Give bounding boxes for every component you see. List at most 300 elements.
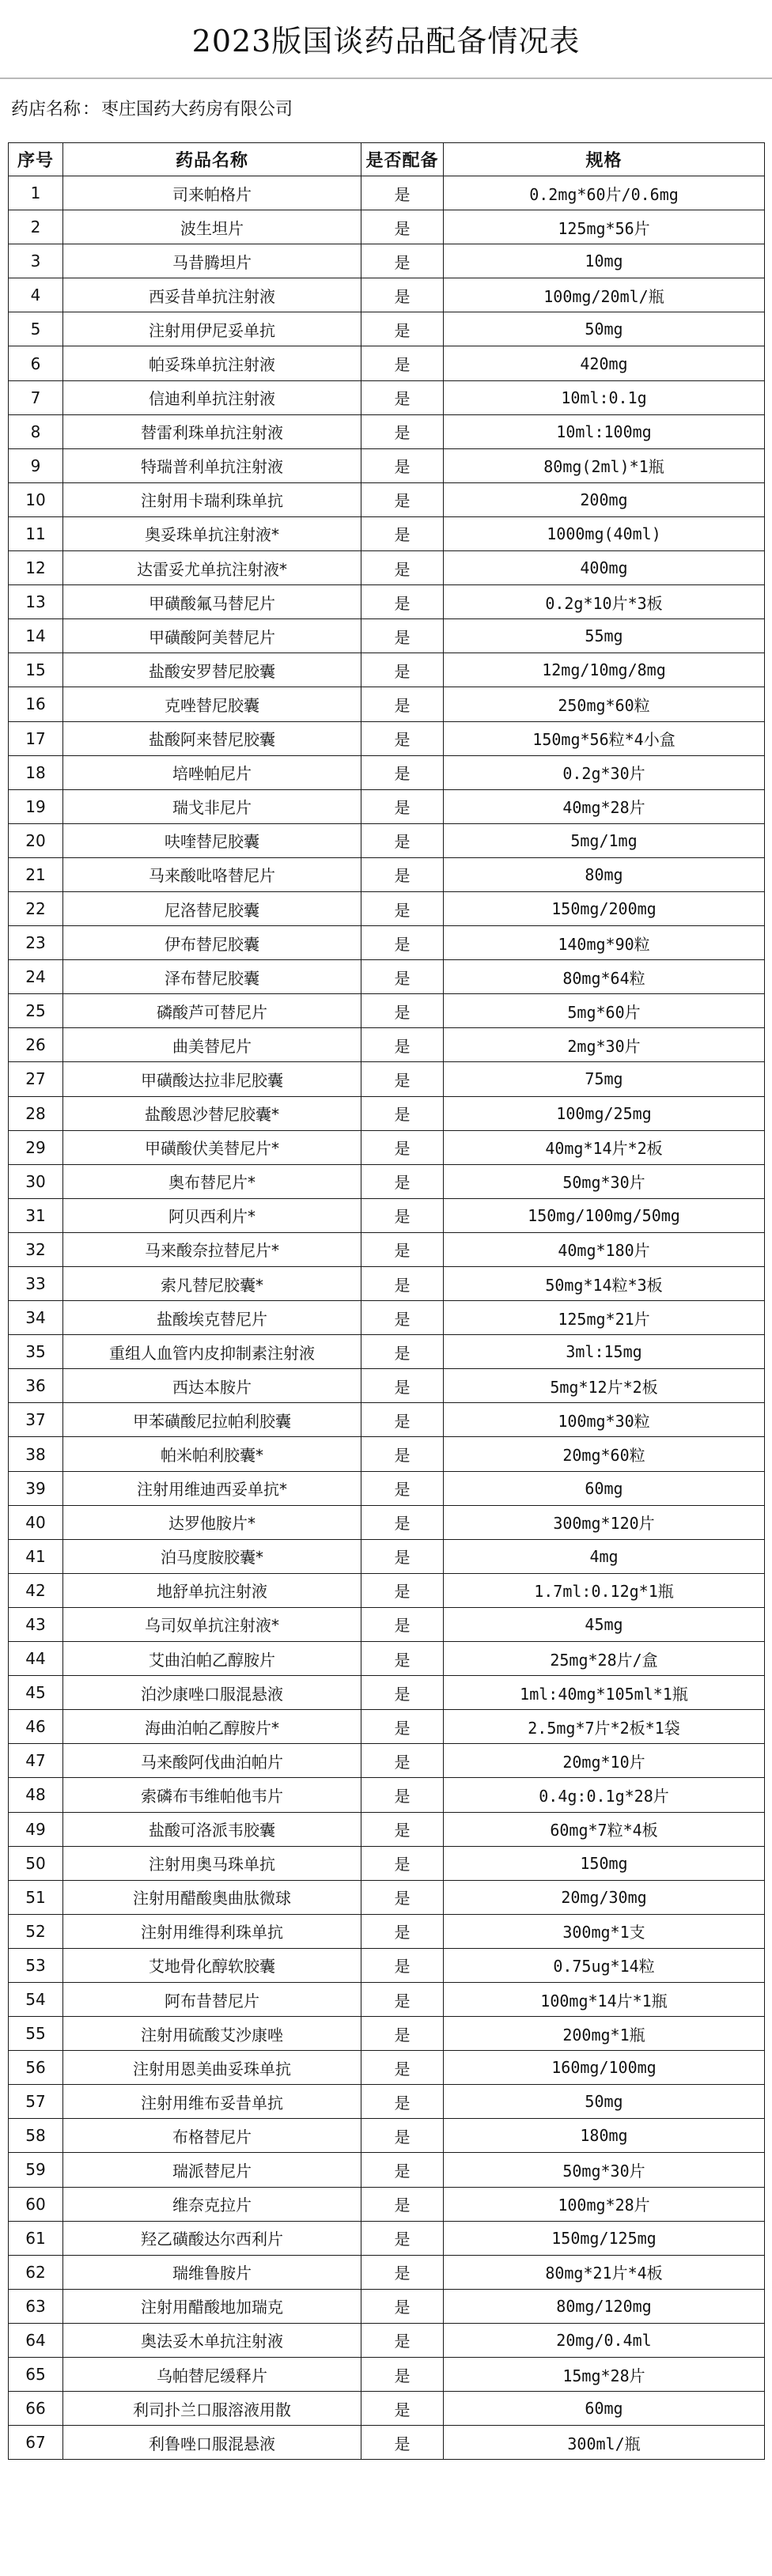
cell-drug-name: 索磷布韦维帕他韦片 — [63, 1778, 361, 1812]
table-row — [9, 1198, 765, 1232]
cell-serial-number: 35 — [9, 1335, 63, 1369]
table-row — [9, 1812, 765, 1846]
table-row — [9, 482, 765, 516]
cell-serial-number: 8 — [9, 414, 63, 448]
cell-equipped: 是 — [361, 1982, 444, 2016]
pharmacy-label: 药店名称 — [11, 100, 81, 119]
cell-equipped: 是 — [361, 1403, 444, 1437]
cell-equipped: 是 — [361, 1267, 444, 1301]
cell-serial-number: 43 — [9, 1607, 63, 1641]
cell-specification: 2mg*30片 — [444, 1028, 765, 1062]
cell-serial-number: 48 — [9, 1778, 63, 1812]
cell-drug-name: 注射用醋酸奥曲肽微球 — [63, 1880, 361, 1914]
cell-equipped: 是 — [361, 721, 444, 755]
cell-drug-name: 替雷利珠单抗注射液 — [63, 414, 361, 448]
cell-drug-name: 注射用维迪西妥单抗* — [63, 1471, 361, 1505]
cell-specification: 50mg — [444, 312, 765, 346]
cell-serial-number: 13 — [9, 585, 63, 619]
cell-equipped: 是 — [361, 960, 444, 994]
table-row — [9, 926, 765, 960]
cell-serial-number: 2 — [9, 210, 63, 244]
cell-serial-number: 27 — [9, 1062, 63, 1096]
table-row — [9, 721, 765, 755]
cell-drug-name: 羟乙磺酸达尔西利片 — [63, 2221, 361, 2255]
table-row — [9, 1676, 765, 1710]
cell-equipped: 是 — [361, 2119, 444, 2153]
cell-equipped: 是 — [361, 1914, 444, 1948]
cell-drug-name: 特瑞普利单抗注射液 — [63, 448, 361, 482]
cell-equipped: 是 — [361, 1505, 444, 1539]
table-row — [9, 1642, 765, 1676]
cell-drug-name: 西妥昔单抗注射液 — [63, 278, 361, 312]
table-row — [9, 653, 765, 687]
cell-drug-name: 波生坦片 — [63, 210, 361, 244]
cell-serial-number: 25 — [9, 994, 63, 1028]
table-row — [9, 1062, 765, 1096]
cell-specification: 100mg*14片*1瓶 — [444, 1982, 765, 2016]
cell-specification: 60mg — [444, 2392, 765, 2426]
cell-serial-number: 6 — [9, 346, 63, 380]
cell-equipped: 是 — [361, 653, 444, 687]
table-row — [9, 1096, 765, 1130]
table-row — [9, 2187, 765, 2221]
table-row — [9, 1948, 765, 1982]
cell-specification: 20mg/0.4ml — [444, 2323, 765, 2357]
cell-drug-name: 曲美替尼片 — [63, 1028, 361, 1062]
table-row — [9, 1539, 765, 1573]
cell-equipped: 是 — [361, 1778, 444, 1812]
table-row — [9, 585, 765, 619]
cell-serial-number: 52 — [9, 1914, 63, 1948]
table-row — [9, 755, 765, 789]
table-row — [9, 2051, 765, 2085]
cell-drug-name: 索凡替尼胶囊* — [63, 1267, 361, 1301]
cell-equipped: 是 — [361, 2323, 444, 2357]
cell-specification: 60mg*7粒*4板 — [444, 1812, 765, 1846]
table-row — [9, 1880, 765, 1914]
cell-drug-name: 泊马度胺胶囊* — [63, 1539, 361, 1573]
cell-equipped: 是 — [361, 1744, 444, 1778]
cell-specification: 75mg — [444, 1062, 765, 1096]
cell-equipped: 是 — [361, 1164, 444, 1198]
table-row — [9, 2221, 765, 2255]
cell-drug-name: 地舒单抗注射液 — [63, 1573, 361, 1607]
cell-drug-name: 注射用伊尼妥单抗 — [63, 312, 361, 346]
cell-serial-number: 29 — [9, 1130, 63, 1164]
cell-specification: 45mg — [444, 1607, 765, 1641]
cell-equipped: 是 — [361, 1096, 444, 1130]
cell-serial-number: 62 — [9, 2255, 63, 2289]
table-row — [9, 1232, 765, 1266]
cell-drug-name: 维奈克拉片 — [63, 2187, 361, 2221]
cell-serial-number: 39 — [9, 1471, 63, 1505]
table-row — [9, 1914, 765, 1948]
table-row — [9, 1403, 765, 1437]
cell-equipped: 是 — [361, 278, 444, 312]
cell-specification: 2.5mg*7片*2板*1袋 — [444, 1710, 765, 1744]
cell-drug-name: 利司扑兰口服溶液用散 — [63, 2392, 361, 2426]
cell-equipped: 是 — [361, 1573, 444, 1607]
cell-drug-name: 盐酸安罗替尼胶囊 — [63, 653, 361, 687]
table-row — [9, 2323, 765, 2357]
header-specification: 规格 — [444, 143, 765, 176]
cell-equipped: 是 — [361, 1710, 444, 1744]
cell-specification: 0.2mg*60片/0.6mg — [444, 176, 765, 210]
cell-specification: 125mg*56片 — [444, 210, 765, 244]
cell-specification: 160mg/100mg — [444, 2051, 765, 2085]
cell-specification: 200mg — [444, 482, 765, 516]
cell-drug-name: 艾地骨化醇软胶囊 — [63, 1948, 361, 1982]
cell-drug-name: 泽布替尼胶囊 — [63, 960, 361, 994]
cell-specification: 50mg*30片 — [444, 2153, 765, 2187]
cell-drug-name: 乌帕替尼缓释片 — [63, 2358, 361, 2392]
header-equipped: 是否配备 — [361, 143, 444, 176]
cell-specification: 5mg*60片 — [444, 994, 765, 1028]
cell-drug-name: 注射用维布妥昔单抗 — [63, 2085, 361, 2119]
cell-specification: 150mg*56粒*4小盒 — [444, 721, 765, 755]
cell-equipped: 是 — [361, 585, 444, 619]
cell-equipped: 是 — [361, 1642, 444, 1676]
table-row — [9, 380, 765, 414]
cell-drug-name: 奥妥珠单抗注射液* — [63, 516, 361, 550]
cell-equipped: 是 — [361, 619, 444, 653]
cell-specification: 20mg*60粒 — [444, 1437, 765, 1471]
cell-serial-number: 20 — [9, 823, 63, 857]
cell-drug-name: 奥布替尼片* — [63, 1164, 361, 1198]
table-row — [9, 687, 765, 721]
document-title: 2023版国谈药品配备情况表 — [191, 24, 581, 59]
cell-serial-number: 45 — [9, 1676, 63, 1710]
cell-drug-name: 布格替尼片 — [63, 2119, 361, 2153]
cell-drug-name: 乌司奴单抗注射液* — [63, 1607, 361, 1641]
cell-equipped: 是 — [361, 823, 444, 857]
cell-drug-name: 帕妥珠单抗注射液 — [63, 346, 361, 380]
cell-drug-name: 奥法妥木单抗注射液 — [63, 2323, 361, 2357]
cell-specification: 300mg*120片 — [444, 1505, 765, 1539]
cell-serial-number: 21 — [9, 857, 63, 891]
cell-serial-number: 51 — [9, 1880, 63, 1914]
cell-equipped: 是 — [361, 551, 444, 585]
pharmacy-label-colon: ： — [82, 100, 100, 119]
cell-equipped: 是 — [361, 2255, 444, 2289]
cell-specification: 40mg*28片 — [444, 789, 765, 823]
table-row — [9, 278, 765, 312]
cell-specification: 3ml:15mg — [444, 1335, 765, 1369]
table-row — [9, 2255, 765, 2289]
cell-serial-number: 19 — [9, 789, 63, 823]
cell-specification: 300ml/瓶 — [444, 2426, 765, 2460]
cell-drug-name: 甲苯磺酸尼拉帕利胶囊 — [63, 1403, 361, 1437]
cell-equipped: 是 — [361, 176, 444, 210]
table-row — [9, 2017, 765, 2051]
cell-serial-number: 5 — [9, 312, 63, 346]
table-row — [9, 2119, 765, 2153]
cell-equipped: 是 — [361, 516, 444, 550]
cell-equipped: 是 — [361, 2187, 444, 2221]
cell-serial-number: 28 — [9, 1096, 63, 1130]
cell-specification: 180mg — [444, 2119, 765, 2153]
cell-serial-number: 53 — [9, 1948, 63, 1982]
cell-specification: 1000mg(40ml) — [444, 516, 765, 550]
table-row — [9, 1505, 765, 1539]
cell-equipped: 是 — [361, 1198, 444, 1232]
table-row — [9, 551, 765, 585]
cell-serial-number: 30 — [9, 1164, 63, 1198]
cell-drug-name: 重组人血管内皮抑制素注射液 — [63, 1335, 361, 1369]
cell-drug-name: 阿贝西利片* — [63, 1198, 361, 1232]
cell-equipped: 是 — [361, 1539, 444, 1573]
table-row — [9, 1744, 765, 1778]
cell-equipped: 是 — [361, 2392, 444, 2426]
table-row — [9, 1164, 765, 1198]
cell-specification: 60mg — [444, 1471, 765, 1505]
cell-specification: 125mg*21片 — [444, 1301, 765, 1335]
cell-specification: 100mg*28片 — [444, 2187, 765, 2221]
cell-specification: 10ml:0.1g — [444, 380, 765, 414]
cell-equipped: 是 — [361, 244, 444, 278]
cell-serial-number: 64 — [9, 2323, 63, 2357]
cell-serial-number: 4 — [9, 278, 63, 312]
cell-drug-name: 阿布昔替尼片 — [63, 1982, 361, 2016]
cell-specification: 0.2g*30片 — [444, 755, 765, 789]
table-row — [9, 1982, 765, 2016]
header-drug-name: 药品名称 — [63, 143, 361, 176]
cell-serial-number: 58 — [9, 2119, 63, 2153]
table-row — [9, 1130, 765, 1164]
cell-specification: 150mg/200mg — [444, 891, 765, 925]
cell-specification: 25mg*28片/盒 — [444, 1642, 765, 1676]
table-row — [9, 176, 765, 210]
cell-specification: 150mg — [444, 1846, 765, 1880]
cell-drug-name: 盐酸可洛派韦胶囊 — [63, 1812, 361, 1846]
table-row — [9, 346, 765, 380]
cell-drug-name: 艾曲泊帕乙醇胺片 — [63, 1642, 361, 1676]
table-row — [9, 1846, 765, 1880]
table-row — [9, 1267, 765, 1301]
cell-drug-name: 注射用维得利珠单抗 — [63, 1914, 361, 1948]
cell-serial-number: 38 — [9, 1437, 63, 1471]
cell-serial-number: 32 — [9, 1232, 63, 1266]
cell-specification: 250mg*60粒 — [444, 687, 765, 721]
cell-equipped: 是 — [361, 448, 444, 482]
cell-equipped: 是 — [361, 2289, 444, 2323]
table-row — [9, 210, 765, 244]
cell-specification: 40mg*14片*2板 — [444, 1130, 765, 1164]
cell-specification: 50mg — [444, 2085, 765, 2119]
cell-drug-name: 磷酸芦可替尼片 — [63, 994, 361, 1028]
cell-drug-name: 注射用奥马珠单抗 — [63, 1846, 361, 1880]
cell-drug-name: 帕米帕利胶囊* — [63, 1437, 361, 1471]
cell-equipped: 是 — [361, 346, 444, 380]
cell-drug-name: 泊沙康唑口服混悬液 — [63, 1676, 361, 1710]
cell-drug-name: 盐酸阿来替尼胶囊 — [63, 721, 361, 755]
cell-specification: 20mg/30mg — [444, 1880, 765, 1914]
cell-serial-number: 22 — [9, 891, 63, 925]
table-row — [9, 1301, 765, 1335]
table-row — [9, 1028, 765, 1062]
table-row — [9, 1573, 765, 1607]
cell-drug-name: 甲磺酸氟马替尼片 — [63, 585, 361, 619]
cell-specification: 50mg*14粒*3板 — [444, 1267, 765, 1301]
cell-serial-number: 42 — [9, 1573, 63, 1607]
cell-serial-number: 44 — [9, 1642, 63, 1676]
cell-serial-number: 36 — [9, 1369, 63, 1403]
cell-equipped: 是 — [361, 789, 444, 823]
cell-specification: 140mg*90粒 — [444, 926, 765, 960]
cell-serial-number: 55 — [9, 2017, 63, 2051]
cell-equipped: 是 — [361, 1607, 444, 1641]
cell-drug-name: 培唑帕尼片 — [63, 755, 361, 789]
cell-serial-number: 1 — [9, 176, 63, 210]
cell-serial-number: 10 — [9, 482, 63, 516]
cell-drug-name: 马来酸阿伐曲泊帕片 — [63, 1744, 361, 1778]
cell-serial-number: 59 — [9, 2153, 63, 2187]
cell-equipped: 是 — [361, 2017, 444, 2051]
table-row — [9, 960, 765, 994]
cell-specification: 0.4g:0.1g*28片 — [444, 1778, 765, 1812]
cell-specification: 150mg/100mg/50mg — [444, 1198, 765, 1232]
cell-serial-number: 40 — [9, 1505, 63, 1539]
cell-serial-number: 11 — [9, 516, 63, 550]
cell-specification: 5mg/1mg — [444, 823, 765, 857]
cell-drug-name: 司来帕格片 — [63, 176, 361, 210]
cell-drug-name: 克唑替尼胶囊 — [63, 687, 361, 721]
cell-serial-number: 12 — [9, 551, 63, 585]
cell-serial-number: 57 — [9, 2085, 63, 2119]
cell-equipped: 是 — [361, 891, 444, 925]
cell-specification: 4mg — [444, 1539, 765, 1573]
cell-drug-name: 盐酸埃克替尼片 — [63, 1301, 361, 1335]
cell-drug-name: 尼洛替尼胶囊 — [63, 891, 361, 925]
cell-serial-number: 49 — [9, 1812, 63, 1846]
table-row — [9, 312, 765, 346]
cell-drug-name: 注射用恩美曲妥珠单抗 — [63, 2051, 361, 2085]
cell-drug-name: 达雷妥尤单抗注射液* — [63, 551, 361, 585]
cell-specification: 0.2g*10片*3板 — [444, 585, 765, 619]
cell-specification: 10mg — [444, 244, 765, 278]
cell-specification: 50mg*30片 — [444, 1164, 765, 1198]
cell-specification: 1ml:40mg*105ml*1瓶 — [444, 1676, 765, 1710]
table-row — [9, 414, 765, 448]
table-body — [9, 176, 765, 2460]
cell-equipped: 是 — [361, 2221, 444, 2255]
cell-equipped: 是 — [361, 1948, 444, 1982]
cell-drug-name: 盐酸恩沙替尼胶囊* — [63, 1096, 361, 1130]
cell-specification: 0.75ug*14粒 — [444, 1948, 765, 1982]
cell-serial-number: 17 — [9, 721, 63, 755]
cell-equipped: 是 — [361, 994, 444, 1028]
cell-serial-number: 56 — [9, 2051, 63, 2085]
header-serial-number: 序号 — [9, 143, 63, 176]
cell-equipped: 是 — [361, 1471, 444, 1505]
cell-drug-name: 注射用醋酸地加瑞克 — [63, 2289, 361, 2323]
cell-specification: 150mg/125mg — [444, 2221, 765, 2255]
cell-specification: 100mg*30粒 — [444, 1403, 765, 1437]
cell-equipped: 是 — [361, 1301, 444, 1335]
cell-serial-number: 24 — [9, 960, 63, 994]
cell-drug-name: 瑞戈非尼片 — [63, 789, 361, 823]
cell-serial-number: 60 — [9, 2187, 63, 2221]
cell-drug-name: 注射用卡瑞利珠单抗 — [63, 482, 361, 516]
cell-serial-number: 16 — [9, 687, 63, 721]
cell-serial-number: 3 — [9, 244, 63, 278]
cell-serial-number: 34 — [9, 1301, 63, 1335]
table-row — [9, 891, 765, 925]
cell-equipped: 是 — [361, 1437, 444, 1471]
cell-serial-number: 15 — [9, 653, 63, 687]
cell-equipped: 是 — [361, 2153, 444, 2187]
cell-equipped: 是 — [361, 2426, 444, 2460]
cell-serial-number: 18 — [9, 755, 63, 789]
cell-serial-number: 33 — [9, 1267, 63, 1301]
cell-serial-number: 54 — [9, 1982, 63, 2016]
table-row — [9, 823, 765, 857]
pharmacy-name: 枣庄国药大药房有限公司 — [101, 100, 293, 119]
table-row — [9, 1710, 765, 1744]
cell-serial-number: 66 — [9, 2392, 63, 2426]
cell-drug-name: 利鲁唑口服混悬液 — [63, 2426, 361, 2460]
table-row — [9, 2392, 765, 2426]
cell-specification: 100mg/20ml/瓶 — [444, 278, 765, 312]
cell-equipped: 是 — [361, 1846, 444, 1880]
cell-specification: 200mg*1瓶 — [444, 2017, 765, 2051]
cell-drug-name: 西达本胺片 — [63, 1369, 361, 1403]
table-row — [9, 2153, 765, 2187]
table-row — [9, 1369, 765, 1403]
cell-drug-name: 瑞派替尼片 — [63, 2153, 361, 2187]
cell-specification: 15mg*28片 — [444, 2358, 765, 2392]
cell-equipped: 是 — [361, 2085, 444, 2119]
cell-serial-number: 37 — [9, 1403, 63, 1437]
cell-drug-name: 信迪利单抗注射液 — [63, 380, 361, 414]
cell-serial-number: 47 — [9, 1744, 63, 1778]
cell-specification: 80mg(2ml)*1瓶 — [444, 448, 765, 482]
cell-equipped: 是 — [361, 687, 444, 721]
cell-equipped: 是 — [361, 210, 444, 244]
cell-equipped: 是 — [361, 414, 444, 448]
cell-serial-number: 31 — [9, 1198, 63, 1232]
cell-serial-number: 63 — [9, 2289, 63, 2323]
cell-equipped: 是 — [361, 755, 444, 789]
pharmacy-name-line — [11, 98, 293, 122]
cell-serial-number: 50 — [9, 1846, 63, 1880]
cell-specification: 10ml:100mg — [444, 414, 765, 448]
cell-equipped: 是 — [361, 2358, 444, 2392]
cell-equipped: 是 — [361, 1232, 444, 1266]
cell-drug-name: 甲磺酸达拉非尼胶囊 — [63, 1062, 361, 1096]
cell-specification: 300mg*1支 — [444, 1914, 765, 1948]
cell-drug-name: 达罗他胺片* — [63, 1505, 361, 1539]
cell-specification: 100mg/25mg — [444, 1096, 765, 1130]
cell-drug-name: 马来酸奈拉替尼片* — [63, 1232, 361, 1266]
cell-drug-name: 注射用硫酸艾沙康唑 — [63, 2017, 361, 2051]
cell-serial-number: 7 — [9, 380, 63, 414]
cell-specification: 5mg*12片*2板 — [444, 1369, 765, 1403]
drug-table — [8, 142, 765, 2460]
cell-equipped: 是 — [361, 1369, 444, 1403]
cell-equipped: 是 — [361, 2051, 444, 2085]
cell-serial-number: 65 — [9, 2358, 63, 2392]
cell-drug-name: 马昔腾坦片 — [63, 244, 361, 278]
cell-equipped: 是 — [361, 1335, 444, 1369]
cell-equipped: 是 — [361, 1062, 444, 1096]
table-row — [9, 994, 765, 1028]
cell-serial-number: 41 — [9, 1539, 63, 1573]
table-row — [9, 1437, 765, 1471]
table-row — [9, 1607, 765, 1641]
cell-equipped: 是 — [361, 1880, 444, 1914]
table-row — [9, 2358, 765, 2392]
